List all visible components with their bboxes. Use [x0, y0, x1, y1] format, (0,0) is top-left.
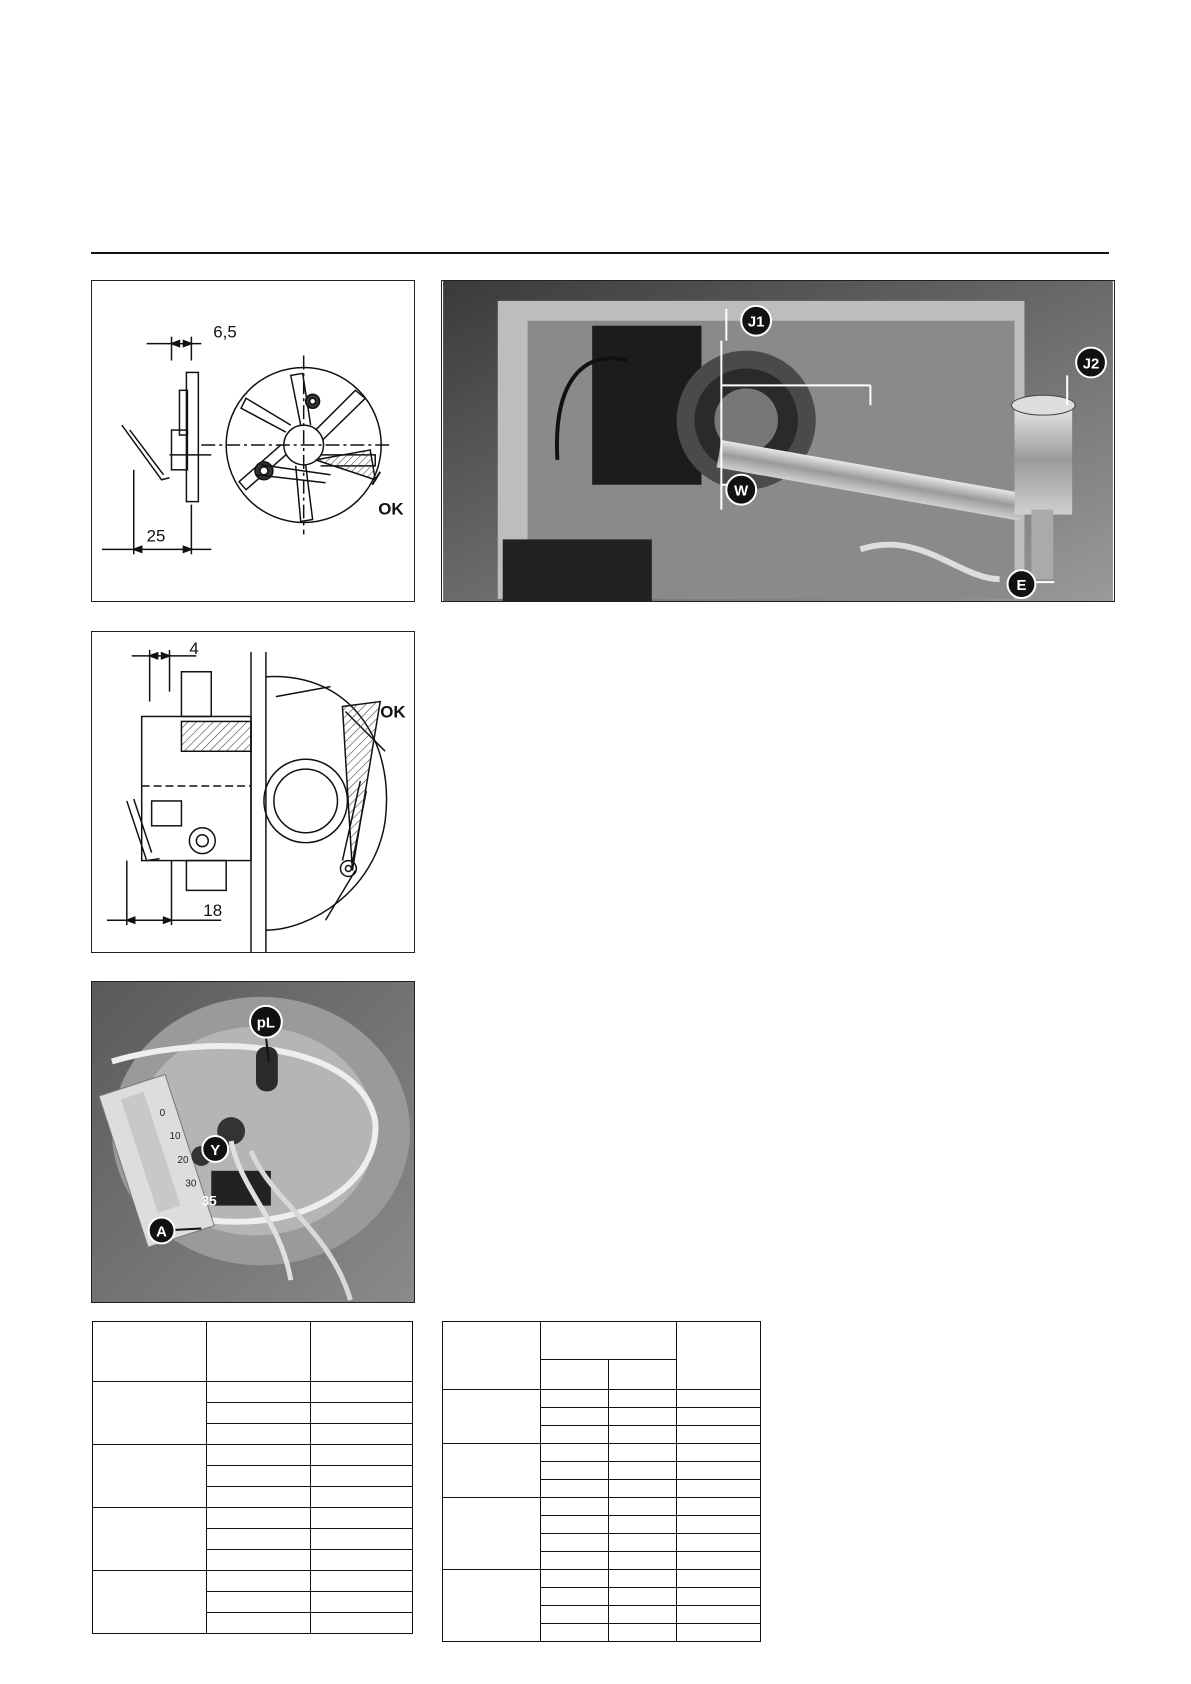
label-pl: pL: [256, 1015, 276, 1032]
label-j1: J1: [747, 314, 765, 331]
scale-tick-30: 30: [185, 1178, 197, 1190]
ok-label: OK: [380, 702, 406, 722]
scale-tick-20: 20: [177, 1154, 189, 1166]
table-right: [442, 1321, 761, 1642]
scale-tick-35: 35: [201, 1192, 217, 1209]
dimension-label-bottom: 18: [203, 901, 223, 921]
label-y: Y: [210, 1142, 221, 1159]
label-w: W: [734, 483, 749, 500]
figure-burner-head-photo: [441, 280, 1115, 602]
table-left: [92, 1321, 413, 1634]
figure-electrode-front-view: [91, 280, 415, 602]
scale-tick-0: 0: [159, 1108, 166, 1120]
header-rule: [91, 252, 1109, 254]
dimension-label-top: 6,5: [213, 322, 237, 342]
label-a: A: [156, 1224, 167, 1241]
scale-tick-10: 10: [169, 1131, 181, 1143]
figure-pressure-gauge-photo: [91, 981, 415, 1303]
dimension-label-bottom: 25: [146, 526, 166, 546]
label-e: E: [1016, 578, 1027, 595]
ok-label: OK: [378, 499, 404, 519]
figure-electrode-side-view: [91, 631, 415, 953]
dimension-label-top: 4: [189, 638, 199, 658]
label-j2: J2: [1082, 356, 1100, 373]
